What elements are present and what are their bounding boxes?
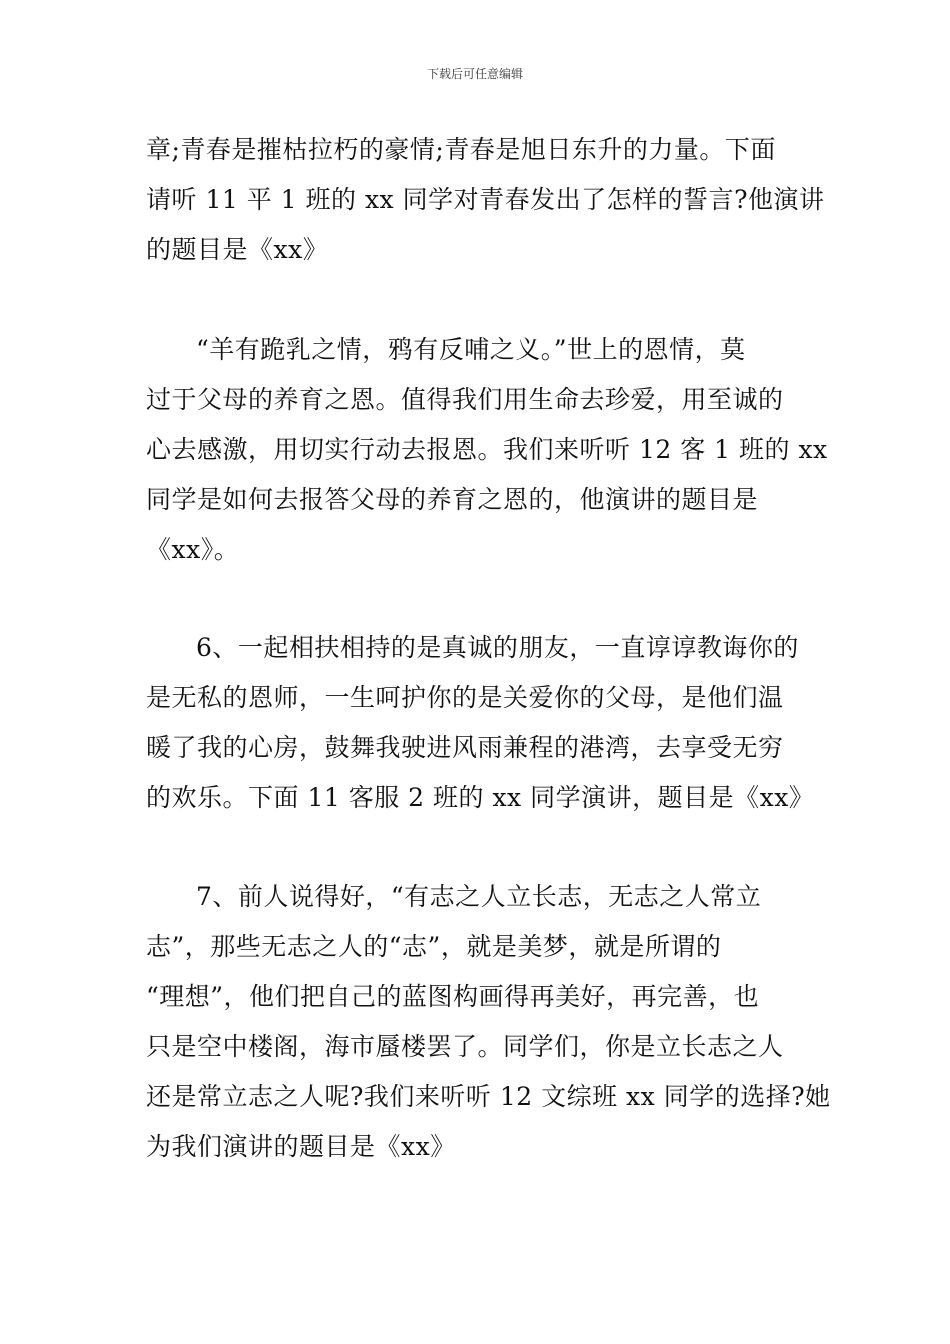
text-line: 是无私的恩师，一生呵护你的是关爱你的父母，是他们温	[146, 683, 784, 712]
text-line: 只是空中楼阁，海市蜃楼罢了。同学们，你是立长志之人	[146, 1032, 784, 1061]
text-line: 《xx》。	[146, 535, 240, 564]
paragraph-item-7	[146, 872, 831, 1172]
text-line: 6、一起相扶相持的是真诚的朋友，一直谆谆教诲你的	[196, 633, 799, 662]
page-header: 下载后可任意编辑	[426, 67, 523, 81]
text-line: 心去感激，用切实行动去报恩。我们来听听 12 客 1 班的 xx	[146, 435, 828, 464]
text-line: 章;青春是摧枯拉朽的豪情;青春是旭日东升的力量。下面	[146, 135, 776, 164]
text-line: 暖了我的心房，鼓舞我驶进风雨兼程的港湾，去享受无穷	[146, 733, 784, 762]
text-line: 志”，那些无志之人的“志”，就是美梦，就是所谓的	[146, 932, 722, 961]
text-line: 的欢乐。下面 11 客服 2 班的 xx 同学演讲，题目是《xx》	[146, 783, 815, 812]
paragraph-youth-oath	[146, 125, 825, 275]
text-line: “理想”，他们把自己的蓝图构画得再美好，再完善，也	[146, 982, 760, 1011]
paragraph-item-6	[146, 623, 815, 823]
text-line: 请听 11 平 1 班的 xx 同学对青春发出了怎样的誓言?他演讲	[146, 185, 825, 214]
text-line: 过于父母的养育之恩。值得我们用生命去珍爱，用至诚的	[146, 385, 784, 414]
text-line: 7、前人说得好，“有志之人立长志，无志之人常立	[196, 882, 762, 911]
text-line: 还是常立志之人呢?我们来听听 12 文综班 xx 同学的选择?她	[146, 1082, 831, 1111]
text-line: “羊有跪乳之情，鸦有反哺之义。”世上的恩情，莫	[196, 335, 746, 364]
text-line: 为我们演讲的题目是《xx》	[146, 1132, 456, 1161]
paragraph-parents-gratitude	[146, 325, 828, 575]
text-line: 同学是如何去报答父母的养育之恩的，他演讲的题目是	[146, 485, 759, 514]
text-line: 的题目是《xx》	[146, 235, 329, 264]
